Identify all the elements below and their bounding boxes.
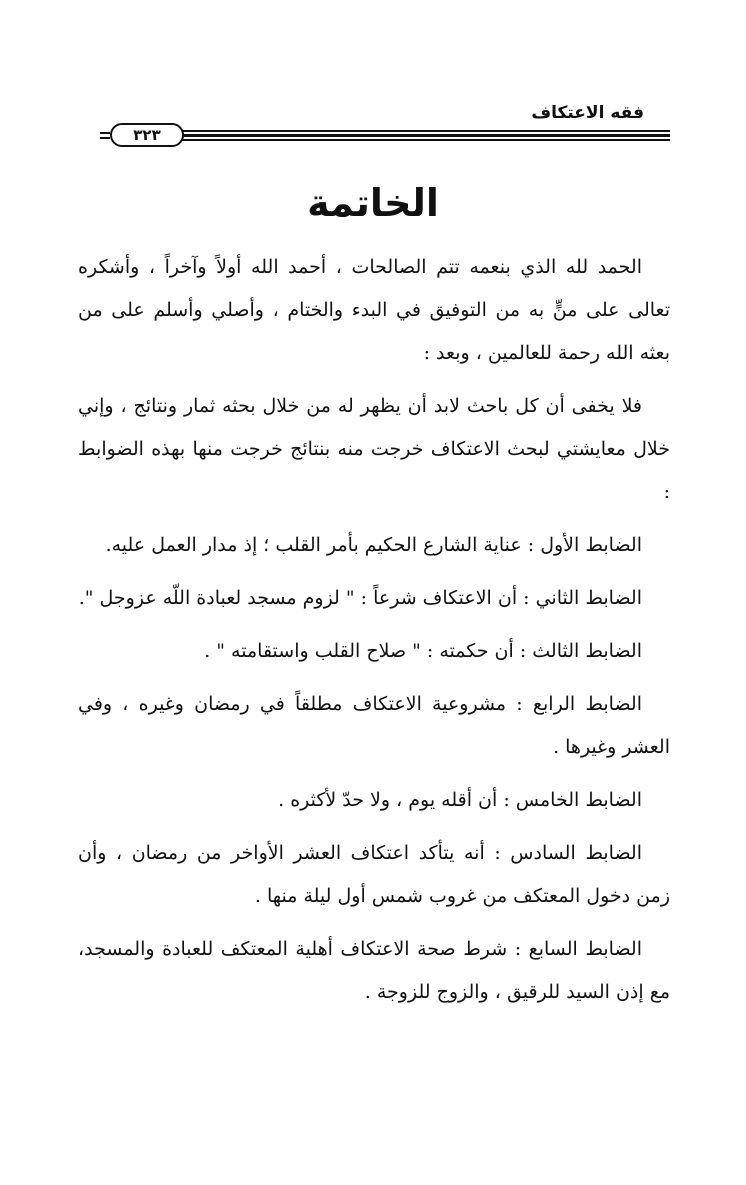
paragraph-intro: فلا يخفى أن كل باحث لابد أن يظهر له من خلال بحثه ثمار ونتائج ، وإني خلال معايشتي لبحث الاعتكاف خرجت منه بنتائج خرجت منها بهذه الضوابط : [78, 395, 670, 503]
running-header-title: فقه الاعتكاف [531, 103, 644, 123]
rule-5: الضابط الخامس : أن أقله يوم ، ولا حدّ لأكثره . [278, 789, 642, 811]
page-number: ٣٢٣ [110, 123, 184, 147]
rule-4: الضابط الرابع : مشروعية الاعتكاف مطلقاً في رمضان وغيره ، وفي العشر وغيرها . [78, 693, 670, 758]
rule-3: الضابط الثالث : أن حكمته : " صلاح القلب واستقامته " . [204, 640, 642, 662]
rule-2: الضابط الثاني : أن الاعتكاف شرعاً : " لزوم مسجد لعبادة اللّه عزوجل ". [78, 587, 642, 609]
rule-1: الضابط الأول : عناية الشارع الحكيم بأمر القلب ؛ إذ مدار العمل عليه. [105, 534, 642, 556]
header-rule [100, 128, 670, 144]
rule-7: الضابط السابع : شرط صحة الاعتكاف أهلية المعتكف للعبادة والمسجد، مع إذن السيد للرقيق ، والزوج للزوجة . [78, 938, 670, 1003]
rule-line [180, 139, 670, 141]
paragraph-praise: الحمد لله الذي بنعمه تتم الصالحات ، أحمد الله أولاً وآخراً ، وأشكره تعالى على منٍّ به من التوفيق في البدء والختام ، وأصلي وأسلم على من بعثه الله رحمة للعالمين ، وبعد : [78, 256, 670, 364]
body-text [78, 246, 670, 1024]
rule-line [180, 130, 670, 132]
chapter-title: الخاتمة [307, 181, 439, 225]
rule-6: الضابط السادس : أنه يتأكد اعتكاف العشر الأواخر من رمضان ، وأن زمن دخول المعتكف من غروب شمس أول ليلة منها . [78, 842, 670, 907]
rule-stub [100, 137, 110, 139]
rule-line [180, 134, 670, 137]
rule-stub [100, 132, 110, 134]
